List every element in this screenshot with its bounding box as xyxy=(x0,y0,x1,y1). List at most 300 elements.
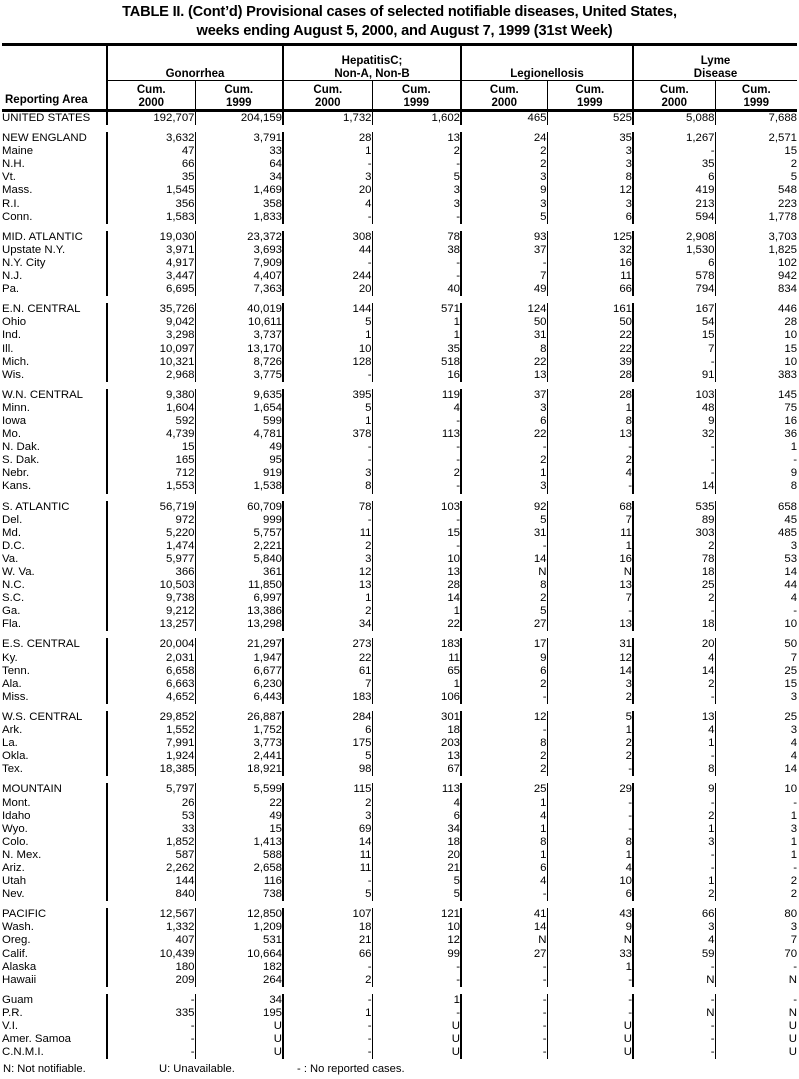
row-value-cell: 95 xyxy=(195,454,283,467)
row-value-cell: 1,583 xyxy=(107,211,195,224)
row-value-cell: 6,443 xyxy=(195,691,283,704)
row-value-cell: 20,004 xyxy=(107,638,195,651)
row-spacer-cell xyxy=(2,631,797,638)
row-value-cell: 578 xyxy=(633,270,715,283)
row-value-cell: 29,852 xyxy=(107,711,195,724)
row-value-cell: 27 xyxy=(461,618,547,631)
row-value-cell: 37 xyxy=(461,389,547,402)
row-value-cell: 592 xyxy=(107,415,195,428)
row-value-cell: 16 xyxy=(784,414,798,427)
row-value-cell: 213 xyxy=(633,198,715,211)
row-value-cell: 1 xyxy=(461,467,547,480)
row-value-cell: 9 xyxy=(547,921,633,934)
header-year-value: 1999 xyxy=(576,96,603,109)
row-value-cell: 25 xyxy=(784,710,798,723)
row-value-cell: 15 xyxy=(107,441,195,454)
table-row xyxy=(2,231,797,244)
row-value-cell: 103 xyxy=(633,389,715,402)
row-value-cell: 15 xyxy=(784,145,798,158)
row-value-cell: 4,781 xyxy=(195,428,283,441)
row-value-cell: 5 xyxy=(790,171,798,184)
table-row xyxy=(2,948,797,961)
row-value-cell: - xyxy=(372,961,461,974)
row-value-cell: 125 xyxy=(547,231,633,244)
row-area-label: Ohio xyxy=(2,316,107,329)
table-row xyxy=(2,711,797,724)
row-value-cell: U xyxy=(547,1046,633,1059)
row-value-cell: - xyxy=(793,454,798,467)
row-value-cell: 145 xyxy=(778,388,798,401)
row-spacer-cell xyxy=(2,901,797,908)
row-value-cell: 19,030 xyxy=(107,231,195,244)
notifiable-diseases-table xyxy=(2,43,797,1059)
row-value-cell: - xyxy=(461,888,547,901)
row-value-cell: - xyxy=(633,961,715,974)
row-value-cell: - xyxy=(461,724,547,737)
row-value-cell: 518 xyxy=(372,356,461,369)
row-value-cell: 20 xyxy=(283,184,372,197)
row-spacer-cell xyxy=(2,224,797,231)
header-cum-label: Cum. xyxy=(659,84,689,96)
row-value-cell: 13,386 xyxy=(195,605,283,618)
row-value-cell: 7 xyxy=(790,934,798,947)
row-value-cell: 2,031 xyxy=(107,652,195,665)
row-value-cell: 3 xyxy=(372,198,461,211)
row-value-cell: - xyxy=(372,514,461,527)
row-value-cell: 183 xyxy=(372,638,461,651)
row-value-cell: - xyxy=(372,211,461,224)
row-value-cell: - xyxy=(633,862,715,875)
row-value-cell: - xyxy=(283,257,372,270)
row-area-label: La. xyxy=(2,737,107,750)
row-value-cell: 6 xyxy=(461,665,547,678)
row-area-label: Wyo. xyxy=(2,823,107,836)
row-value-cell: 7,991 xyxy=(107,737,195,750)
row-spacer xyxy=(2,125,797,132)
row-value-cell: 1,654 xyxy=(195,402,283,415)
row-value-cell: 9 xyxy=(633,415,715,428)
row-value-cell: 9,212 xyxy=(107,605,195,618)
row-value-cell: 89 xyxy=(633,514,715,527)
row-area-label: Minn. xyxy=(2,402,107,415)
row-value-cell: 69 xyxy=(283,823,372,836)
row-value-cell: 40 xyxy=(372,283,461,296)
header-year-value: 2000 xyxy=(491,96,518,109)
footnote-no-reported-cases: - : No reported cases. xyxy=(297,1063,405,1076)
row-value-cell: 1,474 xyxy=(107,540,195,553)
row-value-cell: 5,220 xyxy=(107,527,195,540)
row-value-cell: 2 xyxy=(283,605,372,618)
row-area-label: Alaska xyxy=(2,961,107,974)
row-value-cell: 5,977 xyxy=(107,553,195,566)
row-value-cell: 383 xyxy=(778,368,798,381)
row-value-cell: 244 xyxy=(283,270,372,283)
row-value-cell: 3 xyxy=(461,198,547,211)
row-value-cell: 10,664 xyxy=(195,948,283,961)
row-value-cell: 2,908 xyxy=(633,231,715,244)
table-row xyxy=(2,862,797,875)
row-area-label: Tenn. xyxy=(2,665,107,678)
row-value-cell: 50 xyxy=(547,316,633,329)
table-row xyxy=(2,283,797,296)
row-value-cell: 308 xyxy=(283,231,372,244)
row-value-cell: 7,363 xyxy=(195,283,283,296)
row-value-cell: 10,611 xyxy=(195,316,283,329)
row-value-cell: 2,968 xyxy=(107,369,195,382)
row-value-cell: 2 xyxy=(461,592,547,605)
row-area-label: Hawaii xyxy=(2,974,107,987)
row-value-cell: 99 xyxy=(372,948,461,961)
table-row xyxy=(2,737,797,750)
row-value-cell: 6 xyxy=(461,415,547,428)
row-value-cell: 37 xyxy=(461,244,547,257)
row-value-cell: 13,298 xyxy=(195,618,283,631)
row-value-cell: - xyxy=(633,994,715,1007)
row-value-cell: 2,262 xyxy=(107,862,195,875)
row-value-cell: 8 xyxy=(461,836,547,849)
row-value-cell: 12 xyxy=(547,184,633,197)
row-value-cell: - xyxy=(461,540,547,553)
row-value-cell: - xyxy=(283,454,372,467)
row-value-cell: 11 xyxy=(283,862,372,875)
row-value-cell: - xyxy=(633,454,715,467)
row-value-cell: 8 xyxy=(547,415,633,428)
row-value-cell: - xyxy=(461,441,547,454)
row-value-cell: 13 xyxy=(547,428,633,441)
row-area-label: W.S. CENTRAL xyxy=(2,711,107,724)
row-value-cell: 407 xyxy=(107,934,195,947)
table-row xyxy=(2,579,797,592)
row-value-cell: 17 xyxy=(461,638,547,651)
row-value-cell: 485 xyxy=(778,526,798,539)
table-footnotes xyxy=(2,1059,797,1079)
row-value-cell: 16 xyxy=(372,369,461,382)
row-value-cell: 6 xyxy=(633,257,715,270)
row-value-cell: 2 xyxy=(633,888,715,901)
row-value-cell: 175 xyxy=(283,737,372,750)
row-value-cell: 13,170 xyxy=(195,343,283,356)
row-value-cell: 8 xyxy=(547,836,633,849)
row-area-label: Upstate N.Y. xyxy=(2,244,107,257)
row-value-cell: 6,695 xyxy=(107,283,195,296)
row-value-cell: 65 xyxy=(372,665,461,678)
row-area-label: Conn. xyxy=(2,211,107,224)
row-area-label: Okla. xyxy=(2,750,107,763)
table-row xyxy=(2,369,797,382)
row-value-cell: 794 xyxy=(633,283,715,296)
row-area-label: Pa. xyxy=(2,283,107,296)
row-value-cell: 113 xyxy=(372,783,461,796)
row-value-cell: 35 xyxy=(107,171,195,184)
table-row xyxy=(2,1020,797,1033)
row-value-cell: 3,693 xyxy=(195,244,283,257)
row-area-label: Md. xyxy=(2,527,107,540)
row-value-cell: 1 xyxy=(461,849,547,862)
table-row xyxy=(2,540,797,553)
row-value-cell: - xyxy=(547,441,633,454)
row-value-cell: 10,503 xyxy=(107,579,195,592)
row-area-label: Del. xyxy=(2,514,107,527)
row-value-cell: 5 xyxy=(461,211,547,224)
header-cum-label: Cum. xyxy=(224,84,254,96)
row-area-label: Va. xyxy=(2,553,107,566)
row-value-cell: 3,737 xyxy=(195,329,283,342)
table-row xyxy=(2,158,797,171)
row-area-label: S. Dak. xyxy=(2,454,107,467)
row-value-cell: 102 xyxy=(778,256,798,269)
table-row xyxy=(2,605,797,618)
row-value-cell: 5 xyxy=(372,171,461,184)
header-cum-label: Cum. xyxy=(741,84,771,96)
table-row xyxy=(2,823,797,836)
row-area-label: N.Y. City xyxy=(2,257,107,270)
row-area-label: Mo. xyxy=(2,428,107,441)
row-value-cell: 4 xyxy=(547,467,633,480)
row-value-cell: 78 xyxy=(633,553,715,566)
row-value-cell: 1 xyxy=(790,441,798,454)
row-value-cell: 1 xyxy=(547,540,633,553)
header-year-value: 2000 xyxy=(661,96,688,109)
row-value-cell: 1 xyxy=(633,823,715,836)
row-area-label: Mich. xyxy=(2,356,107,369)
row-value-cell: - xyxy=(283,994,372,1007)
header-col-lyme-1999 xyxy=(715,81,797,111)
row-value-cell: 107 xyxy=(283,908,372,921)
header-col-hepatitis-c-1999 xyxy=(372,81,461,111)
row-value-cell: - xyxy=(547,994,633,1007)
row-value-cell: 28 xyxy=(372,579,461,592)
row-value-cell: 5,797 xyxy=(107,783,195,796)
row-value-cell: 3,775 xyxy=(195,369,283,382)
row-value-cell: 35 xyxy=(633,158,715,171)
row-area-label: Wis. xyxy=(2,369,107,382)
row-value-cell: 128 xyxy=(283,356,372,369)
row-value-cell: 10,439 xyxy=(107,948,195,961)
row-value-cell: - xyxy=(461,691,547,704)
row-value-cell: 2 xyxy=(547,737,633,750)
row-value-cell: 3 xyxy=(790,724,798,737)
row-area-label: MID. ATLANTIC xyxy=(2,231,107,244)
row-value-cell: 21,297 xyxy=(195,638,283,651)
row-area-label: NEW ENGLAND xyxy=(2,132,107,145)
row-value-cell: 3,791 xyxy=(195,132,283,145)
row-value-cell: 78 xyxy=(372,231,461,244)
row-value-cell: - xyxy=(283,1033,372,1046)
table-row xyxy=(2,665,797,678)
row-value-cell: 2 xyxy=(633,678,715,691)
row-value-cell: 7,909 xyxy=(195,257,283,270)
row-spacer xyxy=(2,987,797,994)
row-value-cell: - xyxy=(372,441,461,454)
row-value-cell: 3,703 xyxy=(768,230,798,243)
row-value-cell: 2 xyxy=(790,888,798,901)
table-row xyxy=(2,244,797,257)
row-value-cell: - xyxy=(547,480,633,493)
row-value-cell: 66 xyxy=(283,948,372,961)
row-value-cell: 22 xyxy=(195,797,283,810)
header-year-value: 1999 xyxy=(403,96,430,109)
row-value-cell: 3 xyxy=(633,921,715,934)
table-row xyxy=(2,454,797,467)
header-col-gonorrhea-2000 xyxy=(107,81,195,111)
table-row xyxy=(2,553,797,566)
row-value-cell: 183 xyxy=(283,691,372,704)
row-value-cell: 13 xyxy=(547,579,633,592)
row-area-label: Calif. xyxy=(2,948,107,961)
row-value-cell: 20 xyxy=(283,283,372,296)
row-value-cell: 356 xyxy=(107,198,195,211)
row-spacer-cell xyxy=(2,125,797,132)
row-area-label: Ark. xyxy=(2,724,107,737)
row-value-cell: U xyxy=(372,1020,461,1033)
row-value-cell: 2 xyxy=(633,592,715,605)
row-value-cell: 47 xyxy=(107,145,195,158)
row-value-cell: - xyxy=(283,961,372,974)
row-value-cell: 588 xyxy=(195,849,283,862)
row-spacer-cell xyxy=(2,382,797,389)
row-area-label: N. Dak. xyxy=(2,441,107,454)
row-value-cell: - xyxy=(633,441,715,454)
row-value-cell: U xyxy=(195,1033,283,1046)
row-value-cell: 1 xyxy=(547,849,633,862)
table-row xyxy=(2,592,797,605)
row-value-cell: 5,088 xyxy=(633,111,715,126)
row-value-cell: N xyxy=(633,974,715,987)
row-value-cell: 49 xyxy=(461,283,547,296)
row-value-cell: 12 xyxy=(461,711,547,724)
row-value-cell: 34 xyxy=(283,618,372,631)
header-col-legionellosis-2000 xyxy=(461,81,547,111)
table-row xyxy=(2,1046,797,1059)
row-value-cell: 11 xyxy=(547,527,633,540)
header-year-value: 1999 xyxy=(743,96,770,109)
row-area-label: Maine xyxy=(2,145,107,158)
row-value-cell: 4 xyxy=(372,402,461,415)
row-area-label: W.N. CENTRAL xyxy=(2,389,107,402)
row-value-cell: 44 xyxy=(784,579,798,592)
row-value-cell: 6 xyxy=(547,888,633,901)
row-value-cell: - xyxy=(283,1020,372,1033)
row-area-label: Fla. xyxy=(2,618,107,631)
table-row xyxy=(2,467,797,480)
row-value-cell: 28 xyxy=(547,389,633,402)
header-col-gonorrhea-1999 xyxy=(195,81,283,111)
row-value-cell: 20 xyxy=(633,638,715,651)
row-value-cell: 39 xyxy=(547,356,633,369)
row-value-cell: 3 xyxy=(283,553,372,566)
row-value-cell: 11 xyxy=(283,849,372,862)
row-value-cell: 8 xyxy=(461,579,547,592)
row-value-cell: 12,850 xyxy=(195,908,283,921)
row-value-cell: - xyxy=(372,158,461,171)
row-value-cell: - xyxy=(372,480,461,493)
row-value-cell: 14 xyxy=(633,480,715,493)
row-value-cell: - xyxy=(283,211,372,224)
row-value-cell: 13 xyxy=(547,618,633,631)
row-value-cell: - xyxy=(793,861,798,874)
row-value-cell: 22 xyxy=(547,329,633,342)
table-row xyxy=(2,257,797,270)
row-value-cell: 2 xyxy=(547,691,633,704)
table-row xyxy=(2,111,797,126)
row-value-cell: 1 xyxy=(372,994,461,1007)
header-year-value: 2000 xyxy=(314,96,341,109)
row-value-cell: N xyxy=(788,973,798,986)
row-value-cell: - xyxy=(107,994,195,1007)
row-value-cell: 4 xyxy=(790,737,798,750)
row-value-cell: - xyxy=(283,158,372,171)
row-value-cell: 36 xyxy=(784,428,798,441)
header-cum-label: Cum. xyxy=(136,84,166,96)
row-value-cell: 335 xyxy=(107,1007,195,1020)
row-value-cell: 9,738 xyxy=(107,592,195,605)
row-value-cell: - xyxy=(547,1007,633,1020)
row-value-cell: 4 xyxy=(790,750,798,763)
row-value-cell: 999 xyxy=(195,514,283,527)
row-value-cell: - xyxy=(372,1007,461,1020)
table-row xyxy=(2,921,797,934)
table-row xyxy=(2,638,797,651)
row-value-cell: U xyxy=(195,1046,283,1059)
row-value-cell: N xyxy=(788,1006,798,1019)
row-value-cell: 358 xyxy=(195,198,283,211)
row-value-cell: 59 xyxy=(633,948,715,961)
row-value-cell: 10 xyxy=(784,783,798,796)
row-value-cell: 1,209 xyxy=(195,921,283,934)
row-value-cell: 5,757 xyxy=(195,527,283,540)
row-area-label: Vt. xyxy=(2,171,107,184)
row-value-cell: 12 xyxy=(547,652,633,665)
row-value-cell: 6,658 xyxy=(107,665,195,678)
row-area-label: Utah xyxy=(2,875,107,888)
row-value-cell: - xyxy=(633,1033,715,1046)
table-row xyxy=(2,849,797,862)
row-value-cell: 1,332 xyxy=(107,921,195,934)
row-value-cell: 1,604 xyxy=(107,402,195,415)
row-value-cell: - xyxy=(461,961,547,974)
row-value-cell: 738 xyxy=(195,888,283,901)
row-value-cell: 18 xyxy=(633,566,715,579)
row-value-cell: 6 xyxy=(633,171,715,184)
row-value-cell: 70 xyxy=(784,947,798,960)
table-row xyxy=(2,652,797,665)
table-row xyxy=(2,527,797,540)
row-area-label: S.C. xyxy=(2,592,107,605)
row-value-cell: 1,530 xyxy=(633,244,715,257)
row-value-cell: 942 xyxy=(778,270,798,283)
row-value-cell: 4,739 xyxy=(107,428,195,441)
row-value-cell: 18 xyxy=(633,618,715,631)
row-spacer-cell xyxy=(2,704,797,711)
row-spacer-cell xyxy=(2,296,797,303)
row-value-cell: - xyxy=(461,257,547,270)
row-value-cell: 16 xyxy=(547,257,633,270)
row-value-cell: - xyxy=(547,810,633,823)
row-value-cell: 2 xyxy=(461,454,547,467)
row-value-cell: 3 xyxy=(547,158,633,171)
row-value-cell: 33 xyxy=(195,145,283,158)
row-value-cell: 4 xyxy=(633,724,715,737)
row-area-label: Miss. xyxy=(2,691,107,704)
row-value-cell: 67 xyxy=(372,763,461,776)
row-area-label: PACIFIC xyxy=(2,908,107,921)
row-value-cell: 6,663 xyxy=(107,678,195,691)
row-value-cell: - xyxy=(633,750,715,763)
row-value-cell: 8 xyxy=(547,171,633,184)
table-header xyxy=(2,45,797,111)
row-value-cell: - xyxy=(633,356,715,369)
row-value-cell: 44 xyxy=(283,244,372,257)
